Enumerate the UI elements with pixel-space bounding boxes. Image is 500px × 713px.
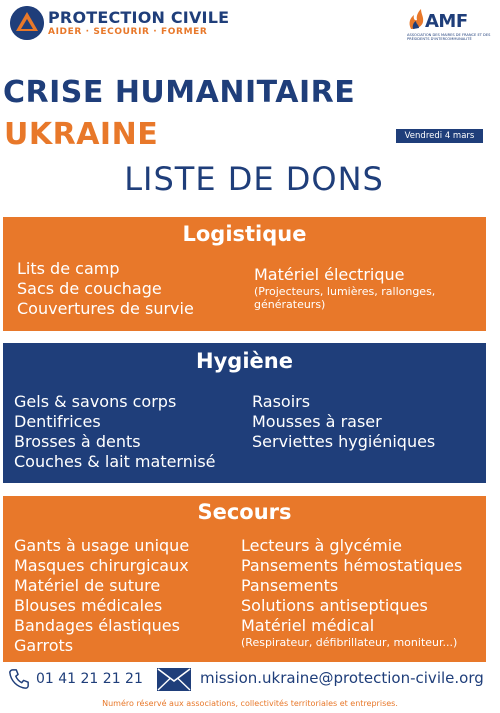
list-item: Pansements hémostatiques (241, 556, 463, 575)
section-title: Hygiène (196, 349, 293, 373)
list-item: Gants à usage unique (14, 536, 190, 555)
right-column (241, 536, 462, 649)
right-column (252, 392, 435, 452)
list-item: Lits de camp (17, 259, 120, 278)
section-hygiene (3, 343, 486, 483)
left-column (14, 536, 189, 656)
title-liste-de-dons: LISTE DE DONS (124, 160, 384, 198)
list-item: Couvertures de survie (17, 299, 194, 318)
amf-logo (405, 8, 493, 48)
list-item: Gels & savons corps (14, 392, 177, 411)
envelope-icon (157, 668, 191, 691)
section-secours (3, 496, 486, 662)
list-item: Matériel médical (241, 616, 375, 635)
email-address[interactable]: mission.ukraine@protection-civile.org (200, 669, 484, 687)
date-badge: Vendredi 4 mars (396, 129, 483, 143)
list-item: Serviettes hygiéniques (252, 432, 436, 451)
list-item: Solutions antiseptiques (241, 596, 428, 615)
org-name: PROTECTION CIVILE (48, 8, 230, 27)
list-item: Pansements (241, 576, 339, 595)
list-item: Matériel de suture (14, 576, 161, 595)
list-item: Garrots (14, 636, 74, 655)
amf-flame-icon (405, 8, 427, 30)
left-column (17, 259, 194, 319)
contact-bar (0, 666, 500, 694)
list-item-note: (Respirateur, défibrillateur, moniteur...) (241, 636, 458, 649)
left-column (14, 392, 216, 472)
list-item: Masques chirurgicaux (14, 556, 189, 575)
list-item: Blouses médicales (14, 596, 163, 615)
header (0, 0, 500, 60)
amf-subtitle: ASSOCIATION DES MAIRES DE FRANCE ET DES PRÉSIDENTS D'INTERCOMMUNALITÉ (407, 33, 491, 42)
title-crise-humanitaire: CRISE HUMANITAIRE (3, 75, 356, 110)
list-item: Lecteurs à glycémie (241, 536, 403, 555)
section-title: Logistique (182, 222, 307, 246)
footnote: Numéro réservé aux associations, collectivités territoriales et entreprises. (102, 699, 398, 708)
right-column (254, 265, 476, 311)
phone-number[interactable]: 01 41 21 21 21 (36, 671, 143, 687)
org-tagline: AIDER · SECOURIR · FORMER (48, 27, 208, 37)
list-item: Mousses à raser (252, 412, 382, 431)
protection-civile-brand (48, 9, 229, 38)
list-item-note: (Projecteurs, lumières, rallonges, générateurs) (254, 285, 436, 311)
amf-letters: AMF (425, 11, 468, 32)
title-ukraine: UKRAINE (4, 117, 159, 152)
list-item: Sacs de couchage (17, 279, 162, 298)
phone-icon (8, 667, 30, 691)
list-item: Rasoirs (252, 392, 311, 411)
list-item: Dentifrices (14, 412, 101, 431)
protection-civile-logo-icon (10, 6, 44, 40)
list-item: Bandages élastiques (14, 616, 180, 635)
section-logistique (3, 217, 486, 331)
list-item: Couches & lait maternisé (14, 452, 216, 471)
list-item: Brosses à dents (14, 432, 141, 451)
section-title: Secours (197, 500, 292, 524)
list-item: Matériel électrique (254, 265, 405, 284)
